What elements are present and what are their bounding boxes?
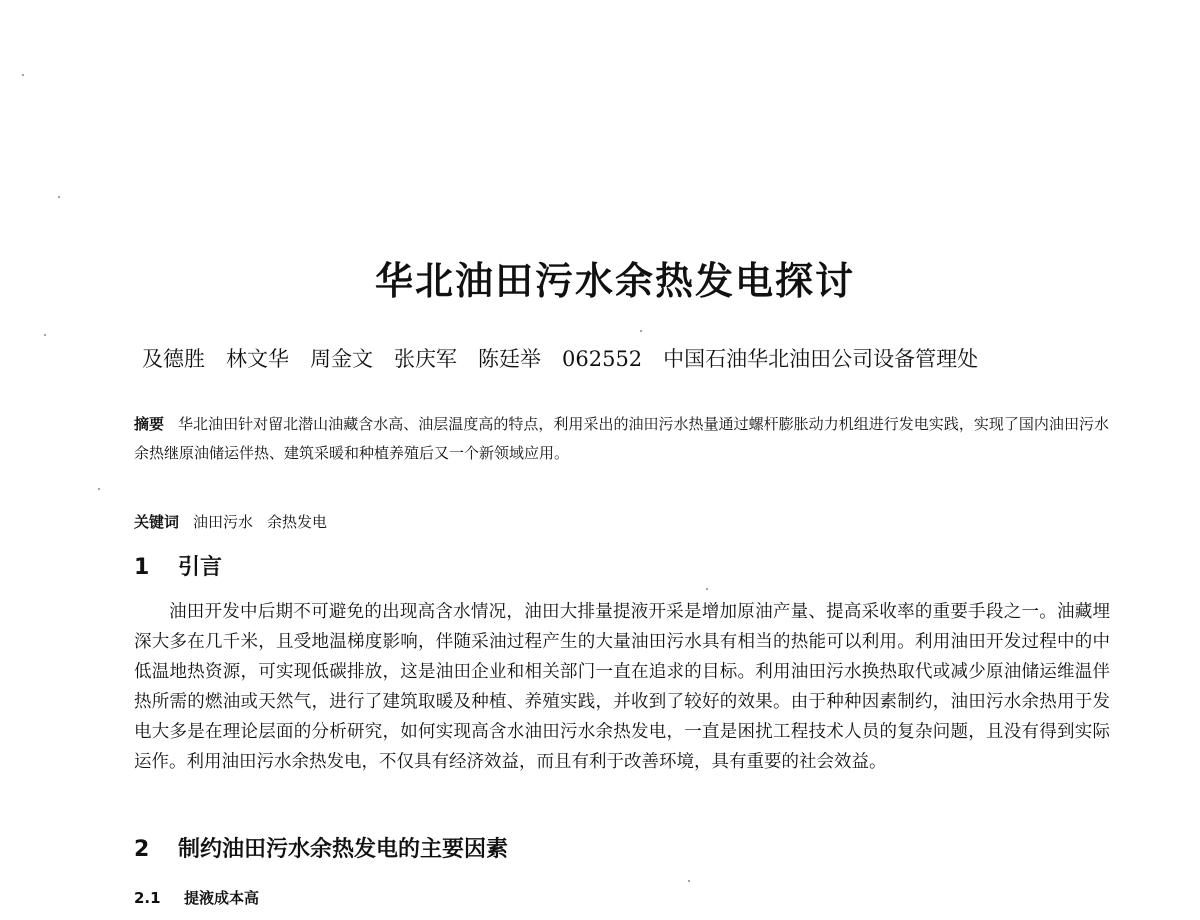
abstract-block bbox=[134, 410, 1109, 468]
keyword-item: 余热发电 bbox=[267, 513, 328, 531]
scan-speck bbox=[44, 334, 46, 336]
section-number: 2 bbox=[134, 837, 150, 862]
scan-speck bbox=[22, 74, 24, 76]
keywords-label: 关键词 bbox=[134, 513, 180, 531]
scan-speck bbox=[688, 880, 690, 882]
abstract-text: 华北油田针对留北潜山油藏含水高、油层温度高的特点，利用采出的油田污水热量通过螺杆膨胀动力机组进行发电实践，实现了国内油田污水余热继原油储运伴热、建筑采暖和种植养殖后又一个新领域应用。 bbox=[134, 415, 1109, 462]
keywords-block bbox=[134, 508, 1109, 537]
section-title: 引言 bbox=[178, 555, 223, 580]
paper-title: 华北油田污水余热发电探讨 bbox=[374, 258, 855, 303]
scan-speck bbox=[98, 488, 100, 490]
subsection-heading-2-1 bbox=[134, 884, 259, 912]
subsection-title: 提液成本高 bbox=[184, 889, 260, 907]
authors-affiliation: 及德胜 林文华 周金文 张庆军 陈廷举 062552 中国石油华北油田公司设备管理处 bbox=[142, 347, 979, 371]
scan-speck bbox=[58, 196, 60, 198]
section-heading-2 bbox=[134, 834, 508, 866]
subsection-number: 2.1 bbox=[134, 889, 161, 907]
scan-speck bbox=[706, 588, 708, 590]
scan-speck bbox=[640, 330, 642, 332]
section-1-paragraph: 油田开发中后期不可避免的出现高含水情况，油田大排量提液开采是增加原油产量、提高采收率的重要手段之一。油藏埋深大多在几千米，且受地温梯度影响，伴随采油过程产生的大量油田污水具有相当的热能可以利用。利用油田开发过程中的中低温地热资源，可实现低碳排放，这是油田企业和相关部门一直在追求的目标。利用油田污水换热取代或减少原油储运维温伴热所需的燃油或天然气，进行了建筑取暖及种植、养殖实践，并收到了较好的效果。由于种种因素制约，油田污水余热用于发电大多是在理论层面的分析研究，如何实现高含水油田污水余热发电，一直是困扰工程技术人员的复杂问题，且没有得到实际运作。利用油田污水余热发电，不仅具有经济效益，而且有利于改善环境，具有重要的社会效益。 bbox=[134, 602, 1110, 772]
abstract-label: 摘要 bbox=[134, 415, 165, 433]
section-number: 1 bbox=[134, 555, 150, 580]
section-heading-1 bbox=[134, 552, 222, 584]
keyword-item: 油田污水 bbox=[193, 513, 254, 531]
section-title: 制约油田污水余热发电的主要因素 bbox=[178, 837, 509, 862]
